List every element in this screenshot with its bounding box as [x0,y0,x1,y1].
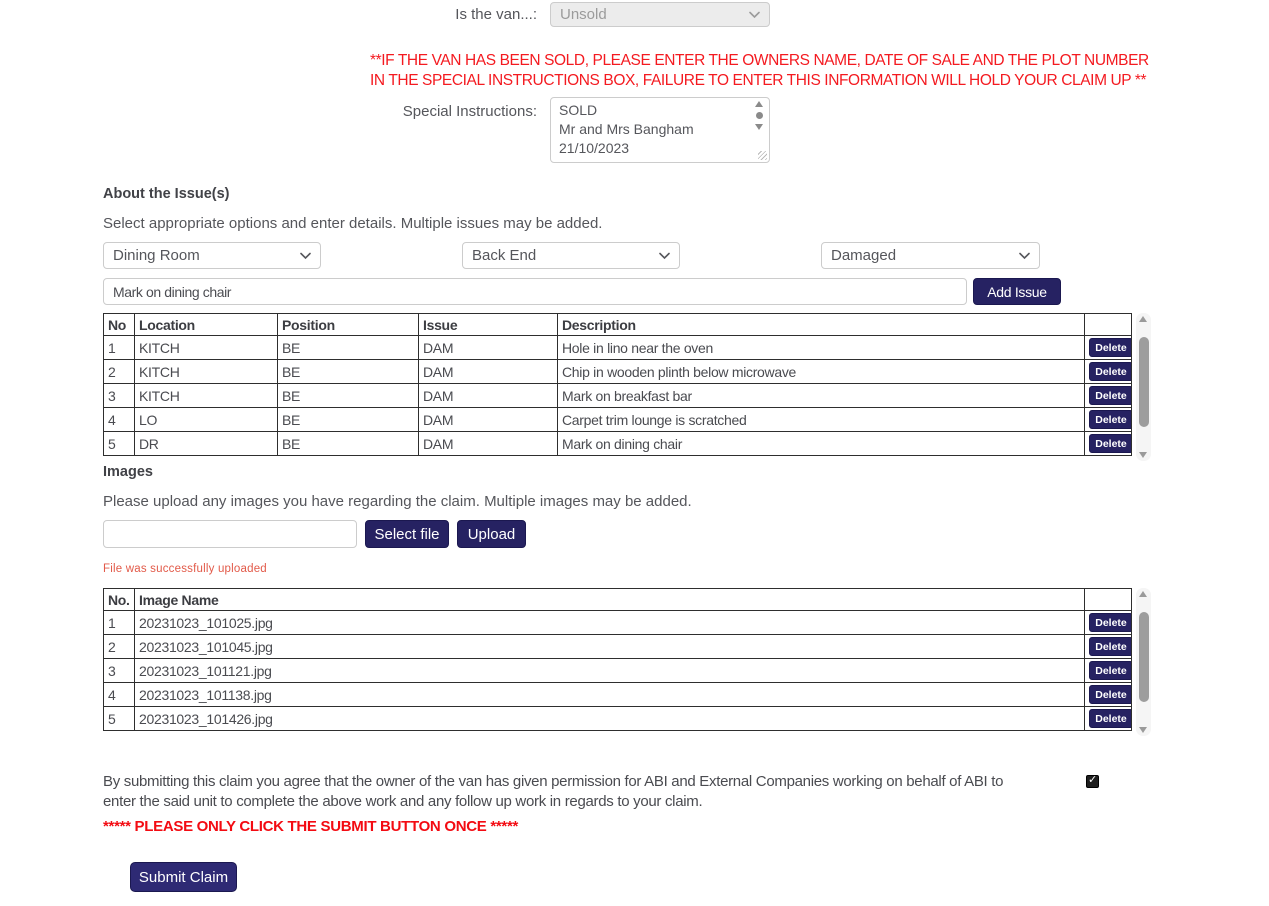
issue-description: Carpet trim lounge is scratched [558,408,1085,432]
image-name: 20231023_101121.jpg [135,659,1085,683]
issue-description-input[interactable] [103,278,967,305]
col-header-actions [1085,314,1132,336]
issue-position: BE [278,432,419,456]
issue-table-row [104,408,1132,432]
image-name: 20231023_101045.jpg [135,635,1085,659]
delete-issue-button[interactable]: Delete [1089,362,1132,381]
position-select[interactable] [462,242,680,269]
issue-description: Chip in wooden plinth below microwave [558,360,1085,384]
special-instructions-label: Special Instructions: [402,103,537,120]
col-header-location: Location [135,314,278,336]
chevron-down-icon [749,11,760,19]
delete-issue-button[interactable]: Delete [1089,386,1132,405]
col-header-description: Description [558,314,1085,336]
textarea-scrollbar[interactable] [752,101,766,130]
agreement-row [103,772,1269,812]
issue-description-row [103,278,1269,305]
issues-section-heading: About the Issue(s) [103,186,230,202]
position-selected-value: Back End [472,247,537,264]
van-status-label: Is the van...: [455,6,537,23]
scroll-up-icon[interactable] [755,101,763,107]
scrollbar-thumb[interactable] [756,112,763,119]
scroll-down-icon[interactable] [1139,452,1147,458]
image-no: 4 [104,683,135,707]
delete-image-button[interactable]: Delete [1089,661,1132,680]
issue-table-row [104,432,1132,456]
scroll-down-icon[interactable] [755,124,763,130]
issue-table-row [104,384,1132,408]
issue-table-row [104,360,1132,384]
chevron-down-icon [659,252,670,260]
issue-location: KITCH [135,336,278,360]
issues-table-block [103,313,1269,461]
issue-type: DAM [419,336,558,360]
delete-issue-button[interactable]: Delete [1089,434,1132,453]
van-status-row [103,2,1269,27]
issue-no: 3 [104,384,135,408]
upload-row [103,520,1269,548]
images-section-instructions: Please upload any images you have regarding the claim. Multiple images may be added. [103,493,692,510]
issue-position: BE [278,360,419,384]
issue-position: BE [278,336,419,360]
image-table-row [104,659,1132,683]
issue-location: KITCH [135,360,278,384]
chevron-down-icon [300,252,311,260]
image-name: 20231023_101138.jpg [135,683,1085,707]
issue-location: KITCH [135,384,278,408]
col-header-position: Position [278,314,419,336]
col-header-no: No. [104,589,135,611]
submit-once-warning: ***** PLEASE ONLY CLICK THE SUBMIT BUTTON ONCE ***** [103,818,519,835]
scrollbar-thumb[interactable] [1139,337,1149,427]
agreement-checkbox[interactable] [1086,775,1099,788]
select-file-button[interactable]: Select file [365,520,449,548]
delete-issue-button[interactable]: Delete [1089,338,1132,357]
image-name: 20231023_101426.jpg [135,707,1085,731]
image-name: 20231023_101025.jpg [135,611,1085,635]
col-header-actions [1085,589,1132,611]
col-header-image-name: Image Name [135,589,1085,611]
image-no: 3 [104,659,135,683]
agreement-text: By submitting this claim you agree that the owner of the van has given permission for ABI and External Companies working on behalf of ABI to enter the said unit to complete the above work and any follow up work in regards to your claim. [103,773,1004,810]
scroll-down-icon[interactable] [1139,727,1147,733]
issue-no: 4 [104,408,135,432]
images-table-block [103,588,1269,736]
issue-location: LO [135,408,278,432]
location-selected-value: Dining Room [113,247,200,264]
upload-button[interactable]: Upload [457,520,526,548]
delete-image-button[interactable]: Delete [1089,613,1132,632]
issue-selects-row [103,242,1269,269]
images-section-heading: Images [103,464,153,480]
image-table-row [104,683,1132,707]
location-select[interactable] [103,242,321,269]
van-status-select[interactable] [550,2,770,27]
issue-type: DAM [419,360,558,384]
special-instructions-row [103,97,1269,163]
sold-warning-text: **IF THE VAN HAS BEEN SOLD, PLEASE ENTER THE OWNERS NAME, DATE OF SALE AND THE PLOT NUMBER IN THE SPECIAL INSTRUCTIONS BOX, FAILURE TO ENTER THIS INFORMATION WILL HOLD YOUR CLAIM UP ** [370,52,1149,89]
issue-position: BE [278,408,419,432]
image-table-row [104,635,1132,659]
issue-description: Hole in lino near the oven [558,336,1085,360]
issue-no: 5 [104,432,135,456]
issue-no: 2 [104,360,135,384]
delete-image-button[interactable]: Delete [1089,637,1132,656]
issues-table-scrollbar[interactable] [1136,313,1151,461]
upload-status-message: File was successfully uploaded [103,563,267,575]
van-status-selected-value: Unsold [560,6,607,23]
images-table [103,588,1132,731]
submit-claim-button[interactable]: Submit Claim [130,862,237,892]
scrollbar-thumb[interactable] [1139,612,1149,702]
image-table-row [104,707,1132,731]
delete-image-button[interactable]: Delete [1089,685,1132,704]
issues-table-header-row [104,314,1132,336]
issue-type-selected-value: Damaged [831,247,897,264]
issue-table-row [104,336,1132,360]
issue-type: DAM [419,432,558,456]
col-header-issue: Issue [419,314,558,336]
check-icon [1088,774,1097,787]
issue-type-select[interactable] [821,242,1040,269]
add-issue-button[interactable]: Add Issue [973,278,1061,305]
scroll-up-icon[interactable] [1139,316,1147,322]
scroll-up-icon[interactable] [1139,591,1147,597]
image-no: 2 [104,635,135,659]
issues-table [103,313,1132,456]
col-header-no: No [104,314,135,336]
images-table-header-row [104,589,1132,611]
issue-description: Mark on dining chair [558,432,1085,456]
delete-image-button[interactable]: Delete [1089,709,1132,728]
issue-location: DR [135,432,278,456]
image-no: 1 [104,611,135,635]
issue-type: DAM [419,408,558,432]
resize-handle-icon[interactable] [758,151,767,160]
file-name-input[interactable] [103,520,357,548]
delete-issue-button[interactable]: Delete [1089,410,1132,429]
issue-no: 1 [104,336,135,360]
issue-position: BE [278,384,419,408]
issue-description: Mark on breakfast bar [558,384,1085,408]
special-instructions-textarea[interactable] [550,97,770,163]
image-table-row [104,611,1132,635]
images-table-scrollbar[interactable] [1136,588,1151,736]
issues-section-instructions: Select appropriate options and enter details. Multiple issues may be added. [103,215,603,232]
chevron-down-icon [1019,252,1030,260]
issue-type: DAM [419,384,558,408]
image-no: 5 [104,707,135,731]
